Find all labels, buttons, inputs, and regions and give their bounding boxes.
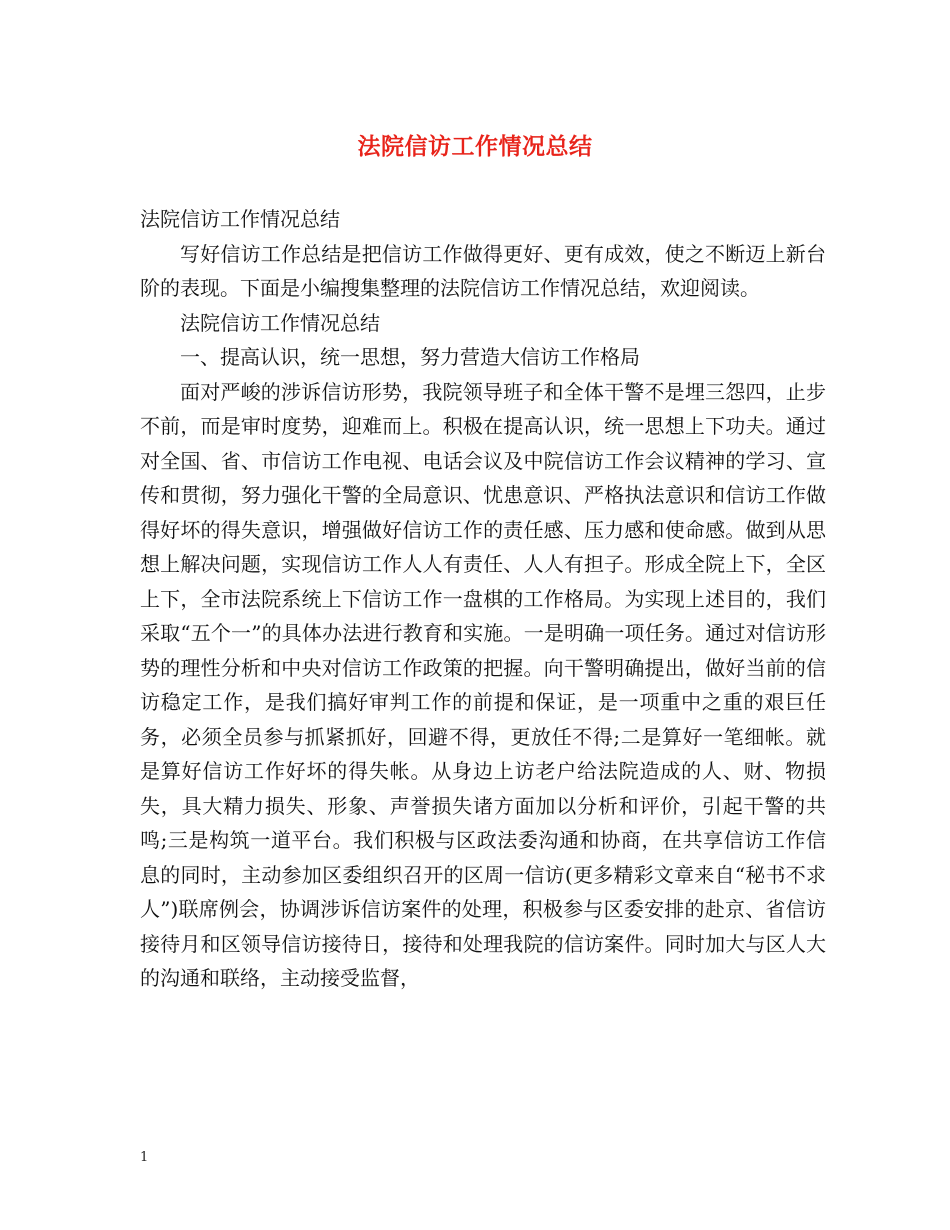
- section-heading: 一、提高认识，统一思想，努力营造大信访工作格局: [180, 345, 640, 369]
- paragraph-subtitle: 法院信访工作情况总结: [180, 310, 380, 335]
- document-title: 法院信访工作情况总结: [357, 133, 593, 160]
- paragraph-main: 面对严峻的涉诉信访形势，我院领导班子和全体干警不是埋三怨四，止步不前，而是审时度势，迎难而上。积极在提高认识，统一思想上下功夫。通过对全国、省、市信访工作电视、电话会议及中院信访工作会议精神的学习、宣传和贯彻，努力强化干警的全局意识、忧患意识、严格执法意识和信访工作做得好坏的得失意识，增强做好信访工作的责任感、压力感和使命感。做到从思想上解决问题，实现信访工作人人有责任、人人有担子。形成全院上下，全区上下，全市法院系统上下信访工作一盘棋的工作格局。为实现上述目的，我们采取“五个一”的具体办法进行教育和实施。一是明确一项任务。通过对信访形势的理性分析和中央对信访工作政策的把握。向干警明确提出，做好当前的信访稳定工作，是我们搞好审判工作的前提和保证，是一项重中之重的艰巨任务，必须全员参与抓紧抓好，回避不得，更放任不得;二是算好一笔细帐。就是算好信访工作好坏的得失帐。从身边上访老户给法院造成的人、财、物损失，具大精力损失、形象、声誉损失诸方面加以分析和评价，引起干警的共鸣;三是构筑一道平台。我们积极与区政法委沟通和协商，在共享信访工作信息的同时，主动参加区委组织召开的区周一信访(更多精彩文章来自“秘书不求人”)联席例会，协调涉诉信访案件的处理，积极参与区委安排的赴京、省信访接待月和区领导信访接待日，接待和处理我院的信访案件。同时加大与区人大的沟通和联络，主动接受监督，: [140, 379, 826, 990]
- paragraph-heading: 法院信访工作情况总结: [140, 207, 340, 231]
- paragraph-intro: 写好信访工作总结是把信访工作做得更好、更有成效，使之不断迈上新台阶的表现。下面是小编搜集整理的法院信访工作情况总结，欢迎阅读。: [140, 241, 826, 300]
- document-body: [140, 202, 826, 996]
- page-number: 1: [140, 1150, 149, 1165]
